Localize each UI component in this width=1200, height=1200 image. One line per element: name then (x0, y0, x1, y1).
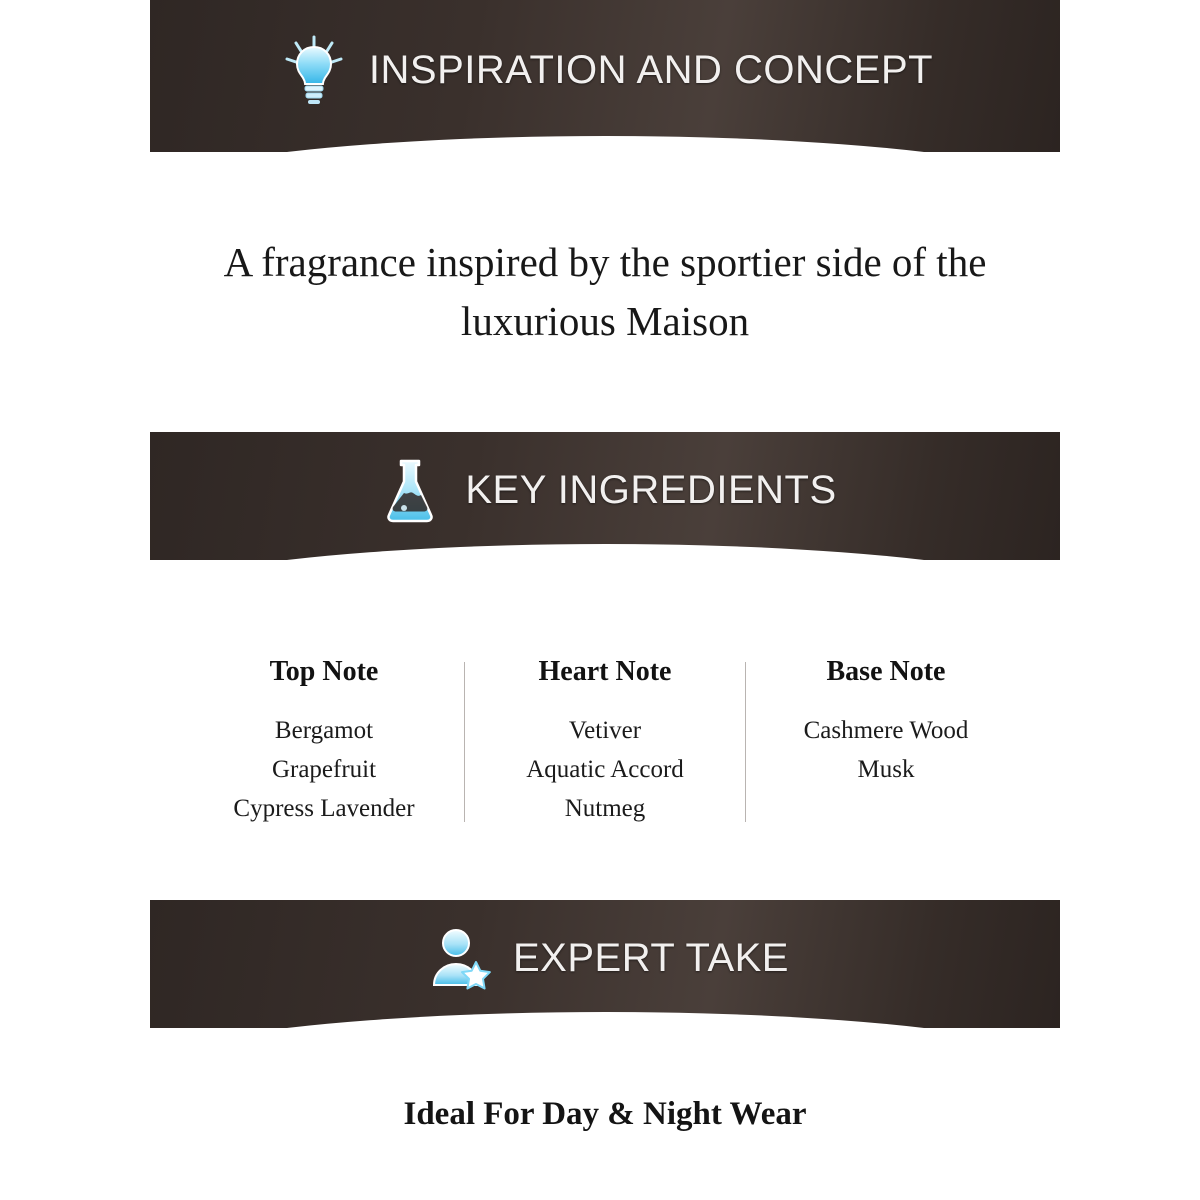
note-item: Aquatic Accord (526, 755, 684, 783)
section-banner-inspiration (150, 0, 1060, 152)
expert-take-text: Ideal For Day & Night Wear (403, 1095, 807, 1132)
inspiration-text: A fragrance inspired by the sportier side of the luxurious Maison (223, 238, 987, 344)
expert-take-body (150, 1028, 1060, 1200)
note-item: Grapefruit (271, 755, 377, 783)
note-column-title: Top Note (269, 656, 379, 687)
banner-title-inspiration: INSPIRATION AND CONCEPT (368, 47, 934, 92)
note-item: Nutmeg (564, 794, 646, 822)
note-column-title: Heart Note (538, 656, 672, 687)
note-column-title: Base Note (826, 656, 946, 687)
expert-person-star-icon (421, 921, 495, 995)
note-item: Bergamot (274, 717, 374, 744)
note-item: Cashmere Wood (803, 717, 969, 744)
banner-inner (373, 453, 836, 527)
note-item: Cypress Lavender (233, 794, 415, 822)
section-banner-expert (150, 900, 1060, 1028)
flask-icon (373, 453, 447, 527)
inspiration-body (150, 152, 1060, 432)
banner-title-expert: EXPERT TAKE (513, 935, 789, 980)
notes-grid (150, 656, 1060, 828)
note-column-top (184, 656, 464, 828)
banner-title-ingredients: KEY INGREDIENTS (465, 467, 837, 512)
lightbulb-icon (277, 33, 351, 107)
note-item: Musk (857, 755, 915, 783)
section-banner-ingredients (150, 432, 1060, 560)
key-ingredients-body (150, 560, 1060, 900)
note-column-heart (465, 656, 745, 828)
banner-inner (421, 921, 789, 995)
content-column (150, 0, 1060, 1200)
note-item: Vetiver (568, 717, 642, 744)
note-column-base (746, 656, 1026, 790)
banner-inner (277, 33, 933, 107)
